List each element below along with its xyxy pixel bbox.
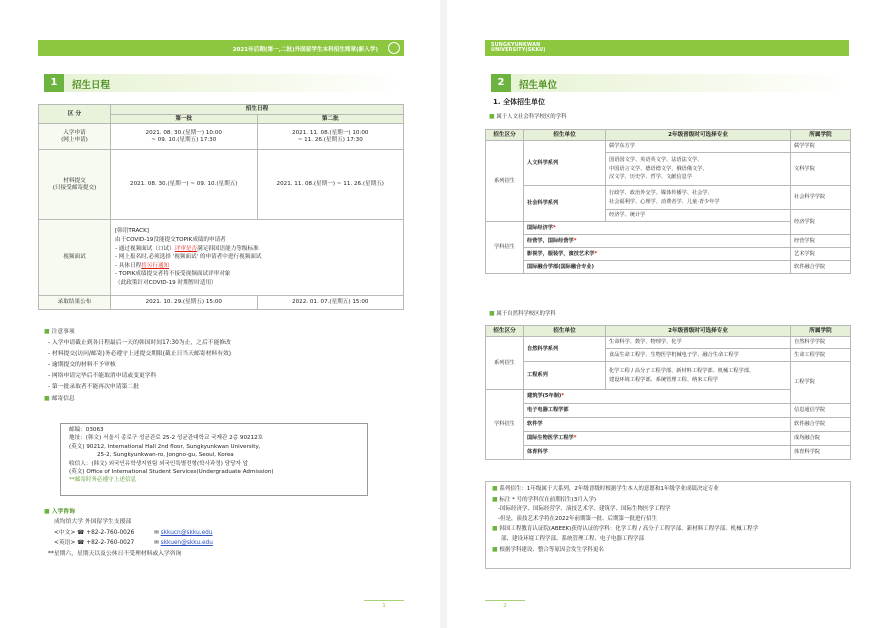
college-cell: 经济学院 [791, 210, 851, 235]
cell-documents-batch1: 2021. 08. 30.(星期一) ~ 09. 10.(星期五) [111, 150, 258, 220]
unit-name: 社会科学系列 [524, 186, 606, 222]
humanities-unit-table [485, 129, 851, 274]
section-number: 1 [44, 74, 64, 92]
college-cell: 经营学院 [791, 235, 851, 248]
college-cell: 文科学院 [791, 153, 851, 186]
unit-name: 影视学，服装学，演技艺术学* [524, 248, 791, 261]
group-label: 系列招生 [486, 141, 524, 222]
bullet-icon: ■ [44, 395, 50, 402]
section-title: 招生单位 [519, 80, 558, 91]
note-line: ■ 韩国工程教育认证院(ABEEK)获得认证的学科：化学工程 / 高分子工程学部、新材料工程学部、机械工程学 [492, 525, 759, 533]
university-logo: SUNGKYUNKWAN UNIVERSITY(SKKU) [491, 43, 546, 53]
section-header [491, 74, 851, 92]
page-header-text: 2021年后期(第一,二批)外国留学生本科招生简章(新入学) [232, 47, 378, 53]
majors-cell: 经济学、统计学 [606, 210, 791, 222]
interview-line: [韩语TRACK] [115, 228, 149, 235]
email-link-en[interactable]: skkuen@skku.edu [160, 540, 213, 547]
table-header-batch2: 第二批 [257, 115, 404, 124]
notice-item: - 材料提交(访问/邮寄)务必遵守上述提交期限(截止日当天邮寄材料有效) [48, 351, 232, 357]
mail-icon: ✉ [153, 540, 159, 547]
section-title: 招生日程 [72, 80, 111, 91]
majors-cell: 生命科学、数学、物理学、化学 [606, 337, 791, 349]
cell-apply-batch2: 2021. 11. 08.(星期一) 10:00 ~ 11. 26.(星期五) 17:30 [257, 124, 404, 150]
row-label-result: 录取结果公布 [39, 296, 111, 310]
unit-name: 国际生物医学工程学* [524, 432, 791, 446]
notice-item: - 入学申请截止到各日程最后一天的韩国时间17:30为止，之后不能修改 [48, 340, 231, 346]
mail-line: (英文) Office of International Student Services(Undergraduate Admission) [69, 469, 274, 476]
cell-documents-batch2: 2021. 11. 08.(星期一) ~ 11. 26.(星期五) [257, 150, 404, 220]
page-number: 2 [485, 600, 525, 608]
science-note: ■ 属于自然科学校区的学科 [489, 310, 556, 317]
contact-section [44, 507, 213, 559]
cell-result-batch2: 2022. 01. 07.(星期五) 15:00 [257, 296, 404, 310]
science-unit-table [485, 325, 851, 460]
unit-name: 经营学，国际经营学* [524, 235, 791, 248]
notice-title: ■ 注意事项 [44, 328, 75, 335]
college-cell: 社会科学学院 [791, 186, 851, 210]
page-header-bar [38, 40, 404, 56]
humanities-note: ■ 属于人文社会科学校区的学科 [489, 113, 567, 120]
note-line: ■ 标注 * 号的学科仅在前期招生(3月入学) [492, 495, 596, 503]
notice-item: - 第一批录取者不能再次申请第二批 [48, 384, 139, 390]
college-cell: 生命工程学院 [791, 349, 851, 362]
table-header-schedule: 招生日程 [111, 105, 404, 115]
email-link-cn[interactable]: skkucn@skku.edu [160, 529, 213, 536]
interview-line: - 通过视频面试（口试）评审是否满足韩国语能力等级标准 [115, 245, 259, 252]
th-majors: 2年级晋级时可选择专业 [606, 130, 791, 141]
th-majors: 2年级晋级时可选择专业 [606, 326, 791, 337]
notice-item: - 网络申请完毕后不能取消申请或变更学科 [48, 373, 157, 379]
note-line: ■ 根据学科建设、整合等原因会发生学科更名 [492, 545, 604, 553]
majors-cell: 儒学东方学 [606, 141, 791, 153]
notes-box [485, 481, 851, 569]
unit-name: 自然科学系列 [524, 337, 606, 362]
note-line: ■ 系列招生：1年级属于大系列，2年级晋级时根据学生本人的意愿和1年级学业成绩决定专业 [492, 485, 719, 492]
row-label-documents: 材料提交 (只接受邮寄提交) [39, 150, 111, 220]
unit-name: 软件学 [524, 418, 791, 432]
college-cell: 工程学院 [791, 362, 851, 404]
mail-line: 25-2, Sungkyunkwan-ro, Jongno-gu, Seoul, Korea [97, 452, 234, 459]
bullet-icon: ■ [44, 328, 50, 335]
college-cell: 软件融合学院 [791, 261, 851, 274]
note-line: -国际经济学、国际经营学、演技艺术学、建筑学、国际生物医学工程学 [498, 506, 671, 513]
college-cell: 成均融合院 [791, 432, 851, 446]
group-label: 学科招生 [486, 222, 524, 274]
th-type: 招生区分 [486, 326, 524, 337]
contact-title: ■ 入学咨询 [44, 508, 75, 515]
mail-note: **邮寄时务必遵守上述信息 [69, 477, 137, 484]
note-line: -但是，演技艺术学将在2022年前期第一批、后期第一批进行招生 [498, 515, 657, 522]
majors-cell: 食品生命工程学、生物医学机械电子学、融合生命工程学 [606, 349, 791, 362]
unit-name: 电子电器工程学部 [524, 404, 791, 418]
cell-result-batch1: 2021. 10. 29.(星期五) 15:00 [111, 296, 258, 310]
row-label-apply: 入学申请 (网上申请) [39, 124, 111, 150]
section-number: 2 [491, 74, 511, 92]
unit-name: 工程系列 [524, 362, 606, 390]
mail-line: 邮编：03063 [69, 427, 104, 433]
table-header-division: 区 分 [39, 105, 111, 124]
interview-line: - TOPIK成绩提交者将不接受视频面试评审对象 [115, 271, 231, 278]
unit-name: 国际经济学* [524, 222, 791, 235]
highlight-text: 将另行通知 [141, 262, 170, 269]
page-left [0, 0, 440, 628]
mail-line: (英文) 90212, International Hall 2nd floor, Sungkyunkwan University, [69, 443, 261, 450]
mail-title: ■ 邮寄信息 [44, 395, 75, 402]
majors-cell: 国语国文学、英语英文学、法语法文学、 中国语言文学、德语德文学、俄语俄文学、 汉文学、历史学、哲学、文献信息学 [606, 153, 791, 186]
contact-en: <英语> ☎ +82-2-760-0027 ✉ skkuen@skku.edu [54, 540, 213, 547]
th-unit: 招生单位 [524, 326, 606, 337]
th-type: 招生区分 [486, 130, 524, 141]
college-cell: 儒学学院 [791, 141, 851, 153]
unit-name: 体育科学 [524, 446, 791, 460]
mail-line: 收信人：(韩文) 외국인유학생지원팀 외국인특별전형(학사과정) 담당자 앞 [69, 460, 249, 467]
cell-apply-batch1: 2021. 08. 30.(星期一) 10:00 ~ 09. 10.(星期五) 17:30 [111, 124, 258, 150]
page-number: 1 [364, 600, 404, 608]
th-unit: 招生单位 [524, 130, 606, 141]
contact-org: 成均馆大学 外国留学生支援部 [54, 519, 132, 526]
interview-line: - 网上报名时,必须选择 '视频面试' 的申请者中进行视频面试 [115, 254, 262, 261]
mail-line: 地址：(韩文) 서울시 종로구 성균관로 25-2 성균관대학교 국제관 2층 90212호 [69, 435, 264, 442]
mail-info-box [60, 423, 368, 496]
notice-item: - 逾期提交的材料不予审核 [48, 362, 116, 368]
section-header [44, 74, 404, 92]
table-header-batch1: 第一批 [111, 115, 258, 124]
majors-cell: 行政学、政治外交学、媒体传播学、社会学、 社会福利学、心理学、消费者学、儿童·青少年学 [606, 186, 791, 210]
contact-note: **星期六，星期天以及公休日不受理材料或入学咨询 [48, 550, 182, 557]
college-cell: 信息通信学院 [791, 404, 851, 418]
schedule-table [38, 104, 404, 310]
unit-name: 建筑学(5年制)* [524, 390, 791, 404]
college-cell: 艺术学院 [791, 248, 851, 261]
cell-interview [111, 220, 404, 296]
page-right [447, 0, 887, 628]
interview-line: 由于COVID-19没能提交TOPIK成绩的申请者 [115, 237, 226, 244]
college-cell: 自然科学学院 [791, 337, 851, 349]
phone-icon: ☎ [77, 540, 85, 547]
highlight-text: 评审是否 [174, 245, 198, 252]
group-label: 学科招生 [486, 390, 524, 460]
th-college: 所属学院 [791, 130, 851, 141]
mail-icon: ✉ [153, 529, 159, 536]
interview-line: （此政策针对COVID-19 时期暂时适用） [115, 279, 217, 286]
college-cell: 体育科学院 [791, 446, 851, 460]
notice-list [44, 338, 231, 393]
unit-name: 国际融合学部(国际融合专业) [524, 261, 791, 274]
contact-cn: <中文> ☎ +82-2-760-0026 ✉ skkucn@skku.edu [54, 529, 213, 536]
row-label-interview: 视频面试 [39, 220, 111, 296]
subheading: 1. 全体招生单位 [493, 98, 545, 106]
group-label: 系列招生 [486, 337, 524, 390]
university-logo-icon [388, 42, 400, 54]
page-gap [440, 0, 447, 628]
bullet-icon: ■ [44, 508, 50, 515]
page-header-bar [485, 40, 849, 56]
college-cell: 软件融合学院 [791, 418, 851, 432]
note-line: 部、建设环境工程学部、系统管理工程、电子电器工程学部 [501, 535, 645, 542]
unit-name: 人文科学系列 [524, 141, 606, 186]
majors-cell: 化学工程 / 高分子工程学部、新材料工程学部、机械工程学部、 建设环境工程学部、系统管理工程、纳米工程学 [606, 362, 791, 390]
phone-icon: ☎ [77, 529, 85, 536]
th-college: 所属学院 [791, 326, 851, 337]
interview-line: - 具体日程将另行通知 [115, 262, 170, 269]
notice-section [44, 326, 231, 405]
